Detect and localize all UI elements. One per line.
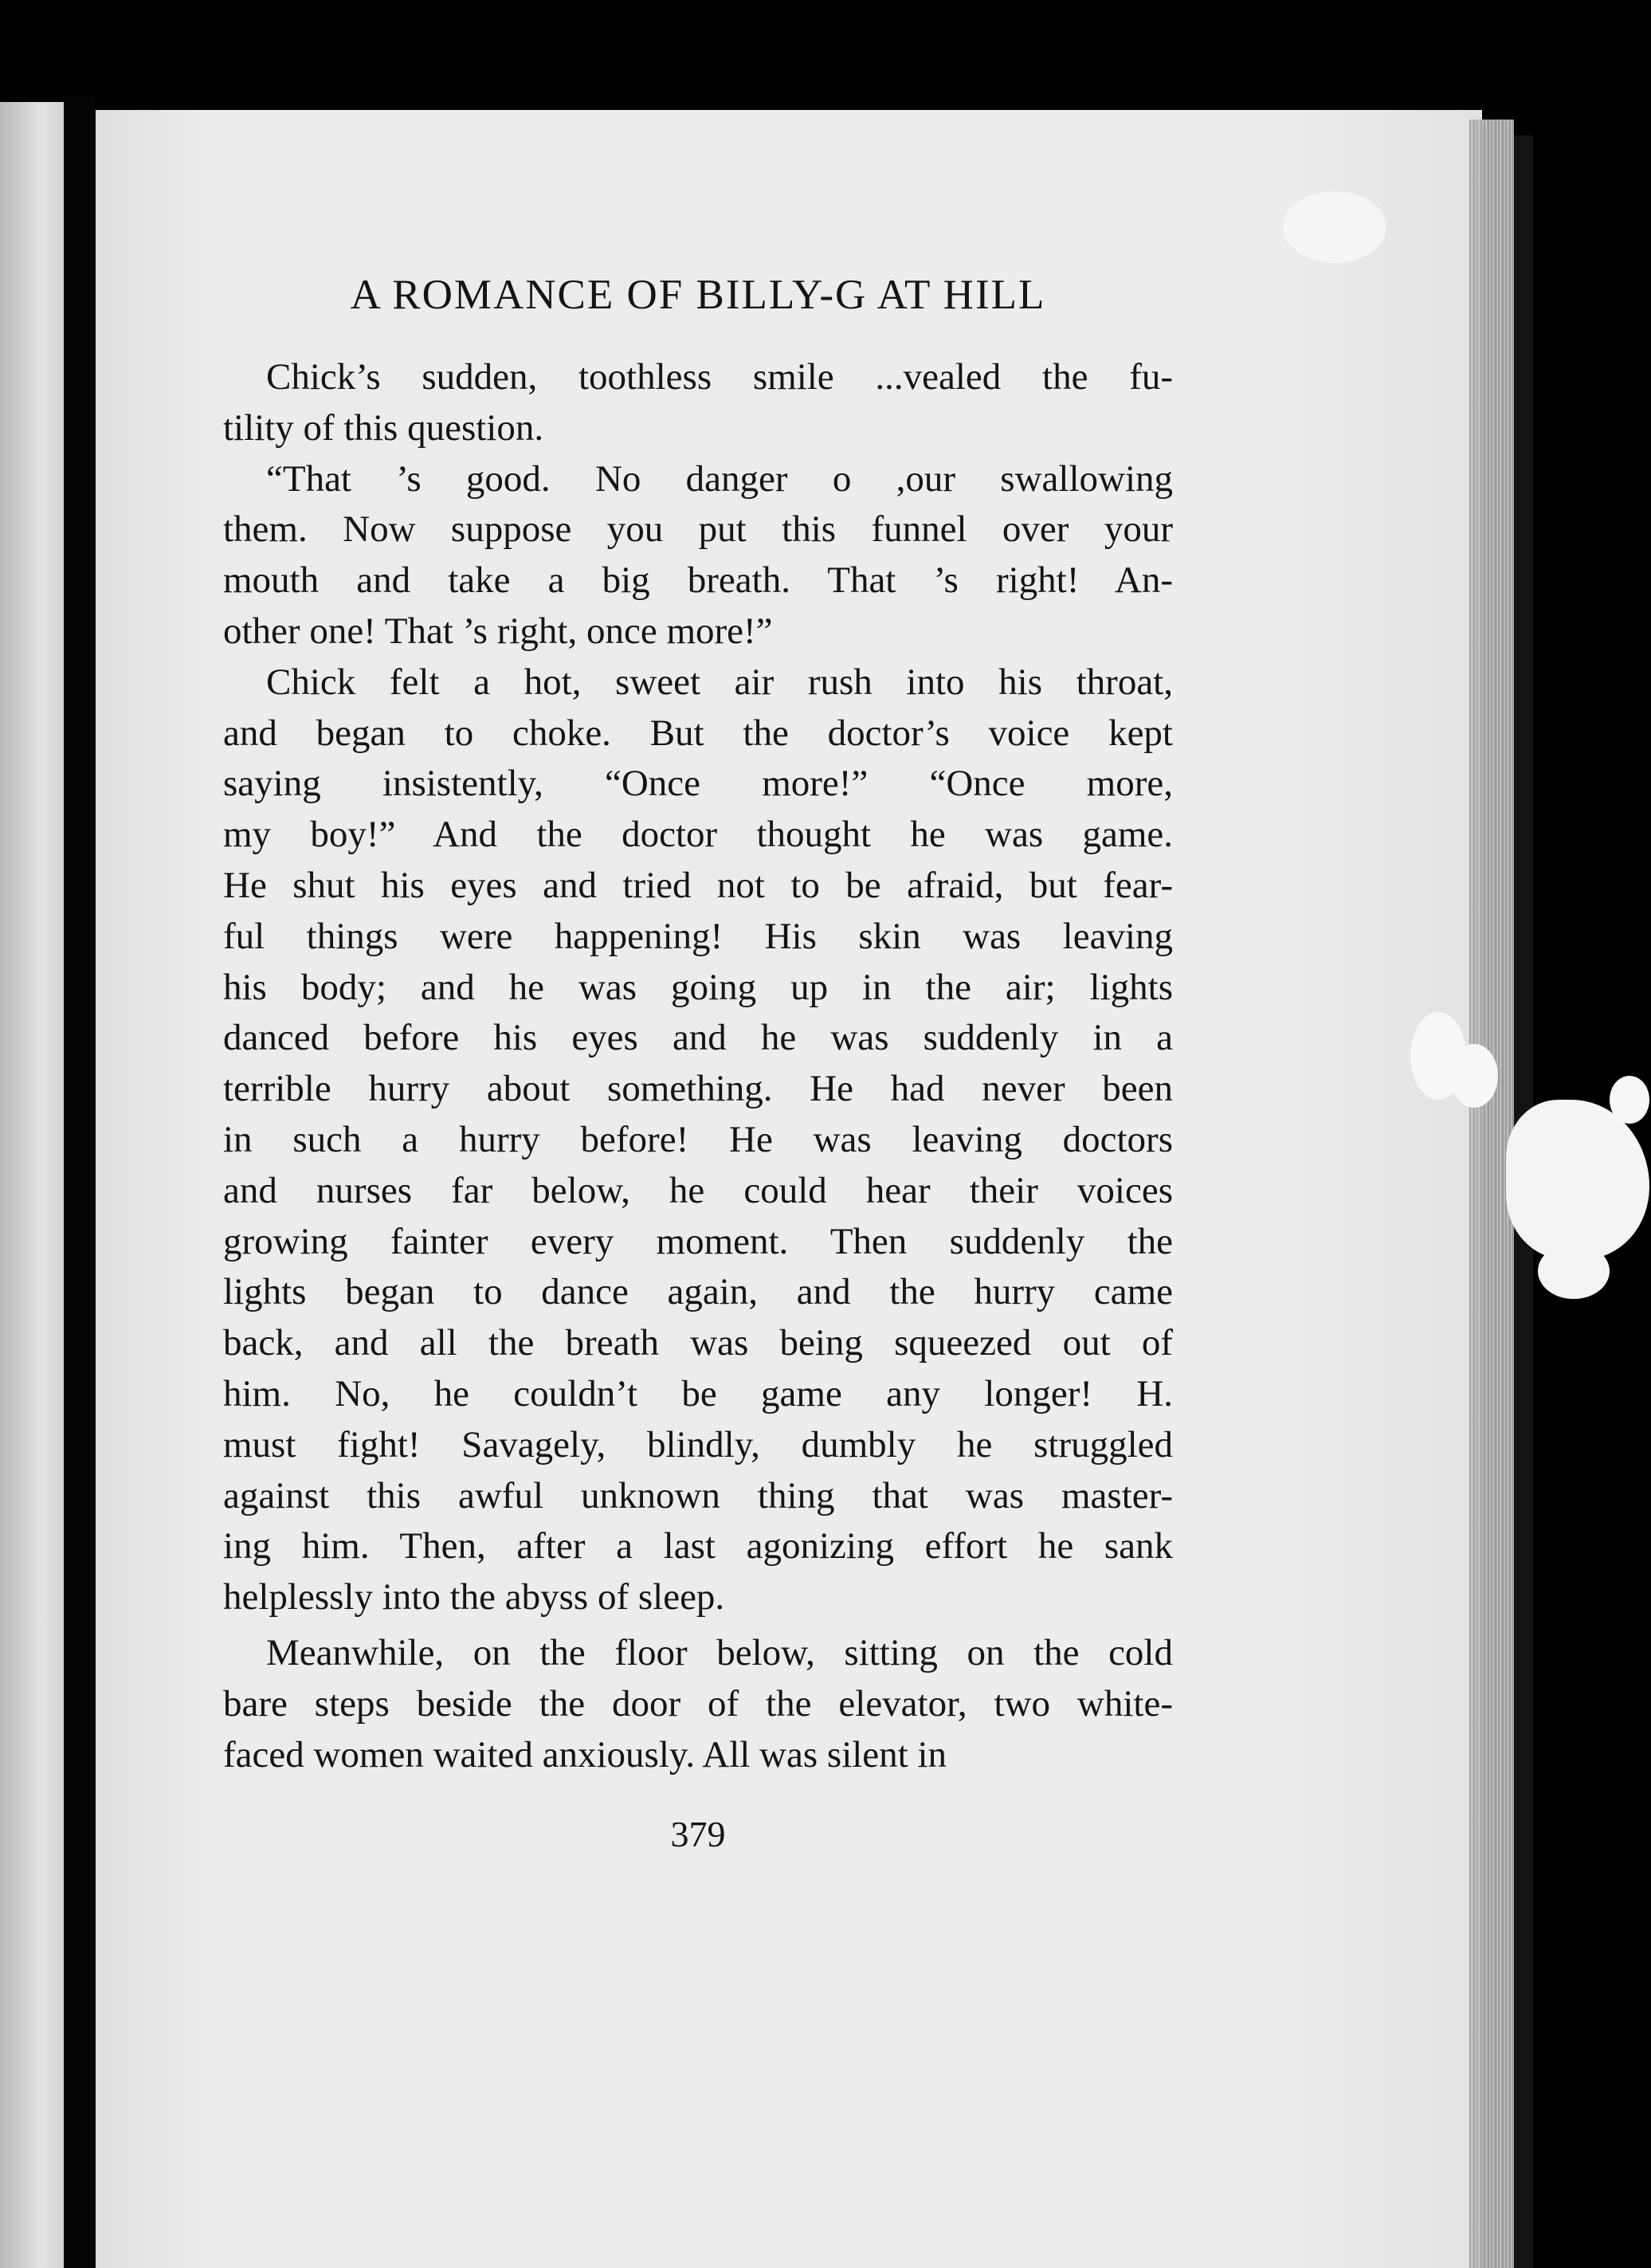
text-line: him. No, he couldn’t be game any longer! H. — [223, 1372, 1173, 1415]
text-line: saying insistently, “Once more!” “Once more, — [223, 763, 1173, 805]
text-line: faced women waited anxiously. All was silent in — [223, 1733, 947, 1776]
text-line: back, and all the breath was being squeezed out of — [223, 1322, 1173, 1364]
body-text — [223, 352, 1173, 1780]
text-line: his body; and he was going up in the air; lights — [223, 966, 1173, 1008]
text-line: them. Now suppose you put this funnel over your — [223, 508, 1173, 551]
text-line: tility of this question. — [223, 406, 544, 449]
text-line: my boy!” And the doctor thought he was game. — [223, 814, 1173, 856]
text-line: growing fainter every moment. Then suddenly the — [223, 1220, 1173, 1262]
book-gutter — [64, 96, 96, 2268]
text-line: “That ’s good. No danger o ,our swallowing — [266, 457, 1173, 500]
text-line: against this awful unknown thing that was master- — [223, 1474, 1173, 1517]
paper-damage-spot — [1450, 1044, 1498, 1108]
paper-damage-spot — [1610, 1076, 1649, 1124]
text-line: He shut his eyes and tried not to be afraid, but fear- — [223, 864, 1173, 906]
text-line: in such a hurry before! He was leaving doctors — [223, 1118, 1173, 1160]
paper-damage-spot — [1538, 1243, 1610, 1299]
text-line: lights began to dance again, and the hurry came — [223, 1271, 1173, 1313]
text-line: must fight! Savagely, blindly, dumbly he struggled — [223, 1423, 1173, 1466]
text-line: Meanwhile, on the floor below, sitting on the cold — [266, 1631, 1173, 1674]
text-line: ing him. Then, after a last agonizing effort he sank — [223, 1525, 1173, 1568]
text-line: Chick’s sudden, toothless smile ...vealed the fu- — [266, 356, 1173, 398]
paper-damage-spot — [1283, 191, 1386, 263]
text-line: other one! That ’s right, once more!” — [223, 610, 773, 652]
text-line: helplessly into the abyss of sleep. — [223, 1576, 725, 1619]
text-line: terrible hurry about something. He had never been — [223, 1068, 1173, 1110]
facing-page-edge — [0, 102, 70, 2268]
text-line: Chick felt a hot, sweet air rush into his throat, — [266, 661, 1173, 703]
page-number: 379 — [670, 1814, 726, 1854]
text-line: and began to choke. But the doctor’s voice kept — [223, 712, 1173, 754]
text-line: ful things were happening! His skin was leaving — [223, 915, 1173, 957]
text-line: and nurses far below, he could hear their voices — [223, 1169, 1173, 1211]
paper-damage-spot — [1506, 1100, 1649, 1259]
text-line: bare steps beside the door of the elevator, two white- — [223, 1682, 1173, 1725]
text-line: mouth and take a big breath. That ’s right! An- — [223, 559, 1173, 602]
running-head: A ROMANCE OF BILLY-G AT HILL — [350, 272, 1046, 318]
text-line: danced before his eyes and he was suddenly in a — [223, 1017, 1173, 1059]
